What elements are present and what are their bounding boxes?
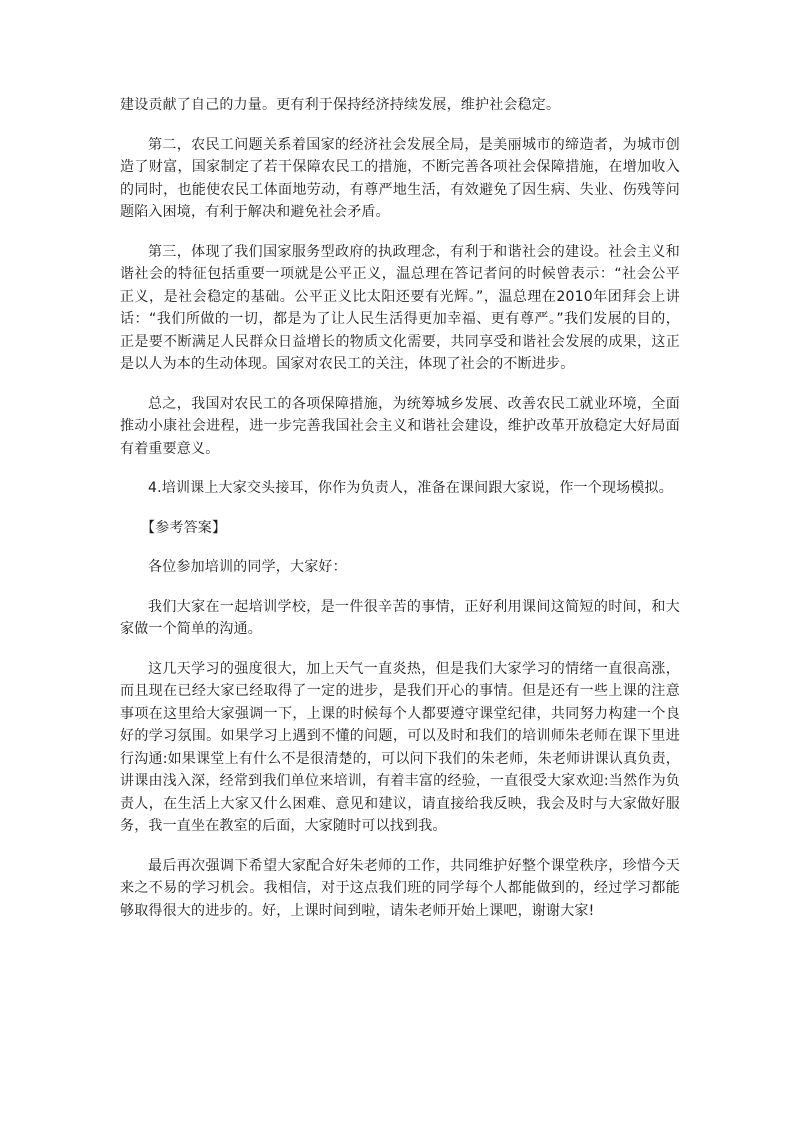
paragraph-conclusion: 总之，我国对农民工的各项保障措施，为统筹城乡发展、改善农民工就业环境，全面推动小康社会进程，进一步完善我国社会主义和谐社会建设，维护改革开放稳定大好局面有着重要意义。: [120, 395, 680, 457]
answer-greeting: 各位参加培训的同学，大家好：: [148, 559, 347, 575]
answer-closing: 最后再次强调下希望大家配合好朱老师的工作，共同维护好整个课堂秩序，珍惜今天来之不易的学习机会。我相信，对于这点我们班的同学每个人都能做到的，经过学习都能够取得很大的进步的。好，上课时间到啦，请朱老师开始上课吧，谢谢大家!: [120, 857, 680, 919]
paragraph-continuation: 建设贡献了自己的力量。更有利于保持经济持续发展，维护社会稳定。: [120, 97, 561, 113]
paragraph-second-point: 第二，农民工问题关系着国家的经济社会发展全局，是美丽城市的缔造者，为城市创造了财富，国家制定了若干保障农民工的措施，不断完善各项社会保障措施，在增加收入的同时，也能使农民工体面地劳动，有尊严地生活，有效避免了因生病、失业、伤残等问题陷入困境，有利于解决和避免社会矛盾。: [120, 136, 680, 220]
document-page: [120, 94, 680, 939]
paragraph-third-point: 第三，体现了我们国家服务型政府的执政理念，有利于和谐社会的建设。社会主义和谐社会的特征包括重要一项就是公平正义，温总理在答记者问的时候曾表示：“社会公平正义，是社会稳定的基础。公平正义比太阳还要有光辉。”，温总理在2010年团拜会上讲话：“我们所做的一切，都是为了让人民生活得更加幸福、更有尊严。”我们发展的目的，正是要不断满足人民群众日益增长的物质文化需要，共同享受和谐社会发展的成果，这正是以人为本的生动体现。国家对农民工的关注，体现了社会的不断进步。: [120, 243, 680, 372]
question-4: 4.培训课上大家交头接耳，你作为负责人，准备在课间跟大家说，作一个现场模拟。: [148, 480, 673, 496]
answer-paragraph: 我们大家在一起培训学校，是一件很辛苦的事情，正好利用课间这简短的时间，和大家做一个简单的沟通。: [120, 598, 680, 637]
reference-answer-label: 【参考答案】: [141, 519, 227, 536]
answer-paragraph: 这几天学习的强度很大，加上天气一直炎热，但是我们大家学习的情绪一直很高涨，而且现在已经大家已经取得了一定的进步，是我们开心的事情。但是还有一些上课的注意事项在这里给大家强调一下，上课的时候每个人都要遵守课堂纪律，共同努力构建一个良好的学习氛围。如果学习上遇到不懂的问题，可以及时和我们的培训师朱老师在课下里进行沟通:如果课堂上有什么不是很清楚的，可以问下我们的朱老师，朱老师讲课认真负责，讲课由浅入深，经常到我们单位来培训，有着丰富的经验，一直很受大家欢迎:当然作为负责人，在生活上大家又什么困难、意见和建议，请直接给我反映，我会及时与大家做好服务，我一直坐在教室的后面，大家随时可以找到我。: [120, 660, 680, 834]
